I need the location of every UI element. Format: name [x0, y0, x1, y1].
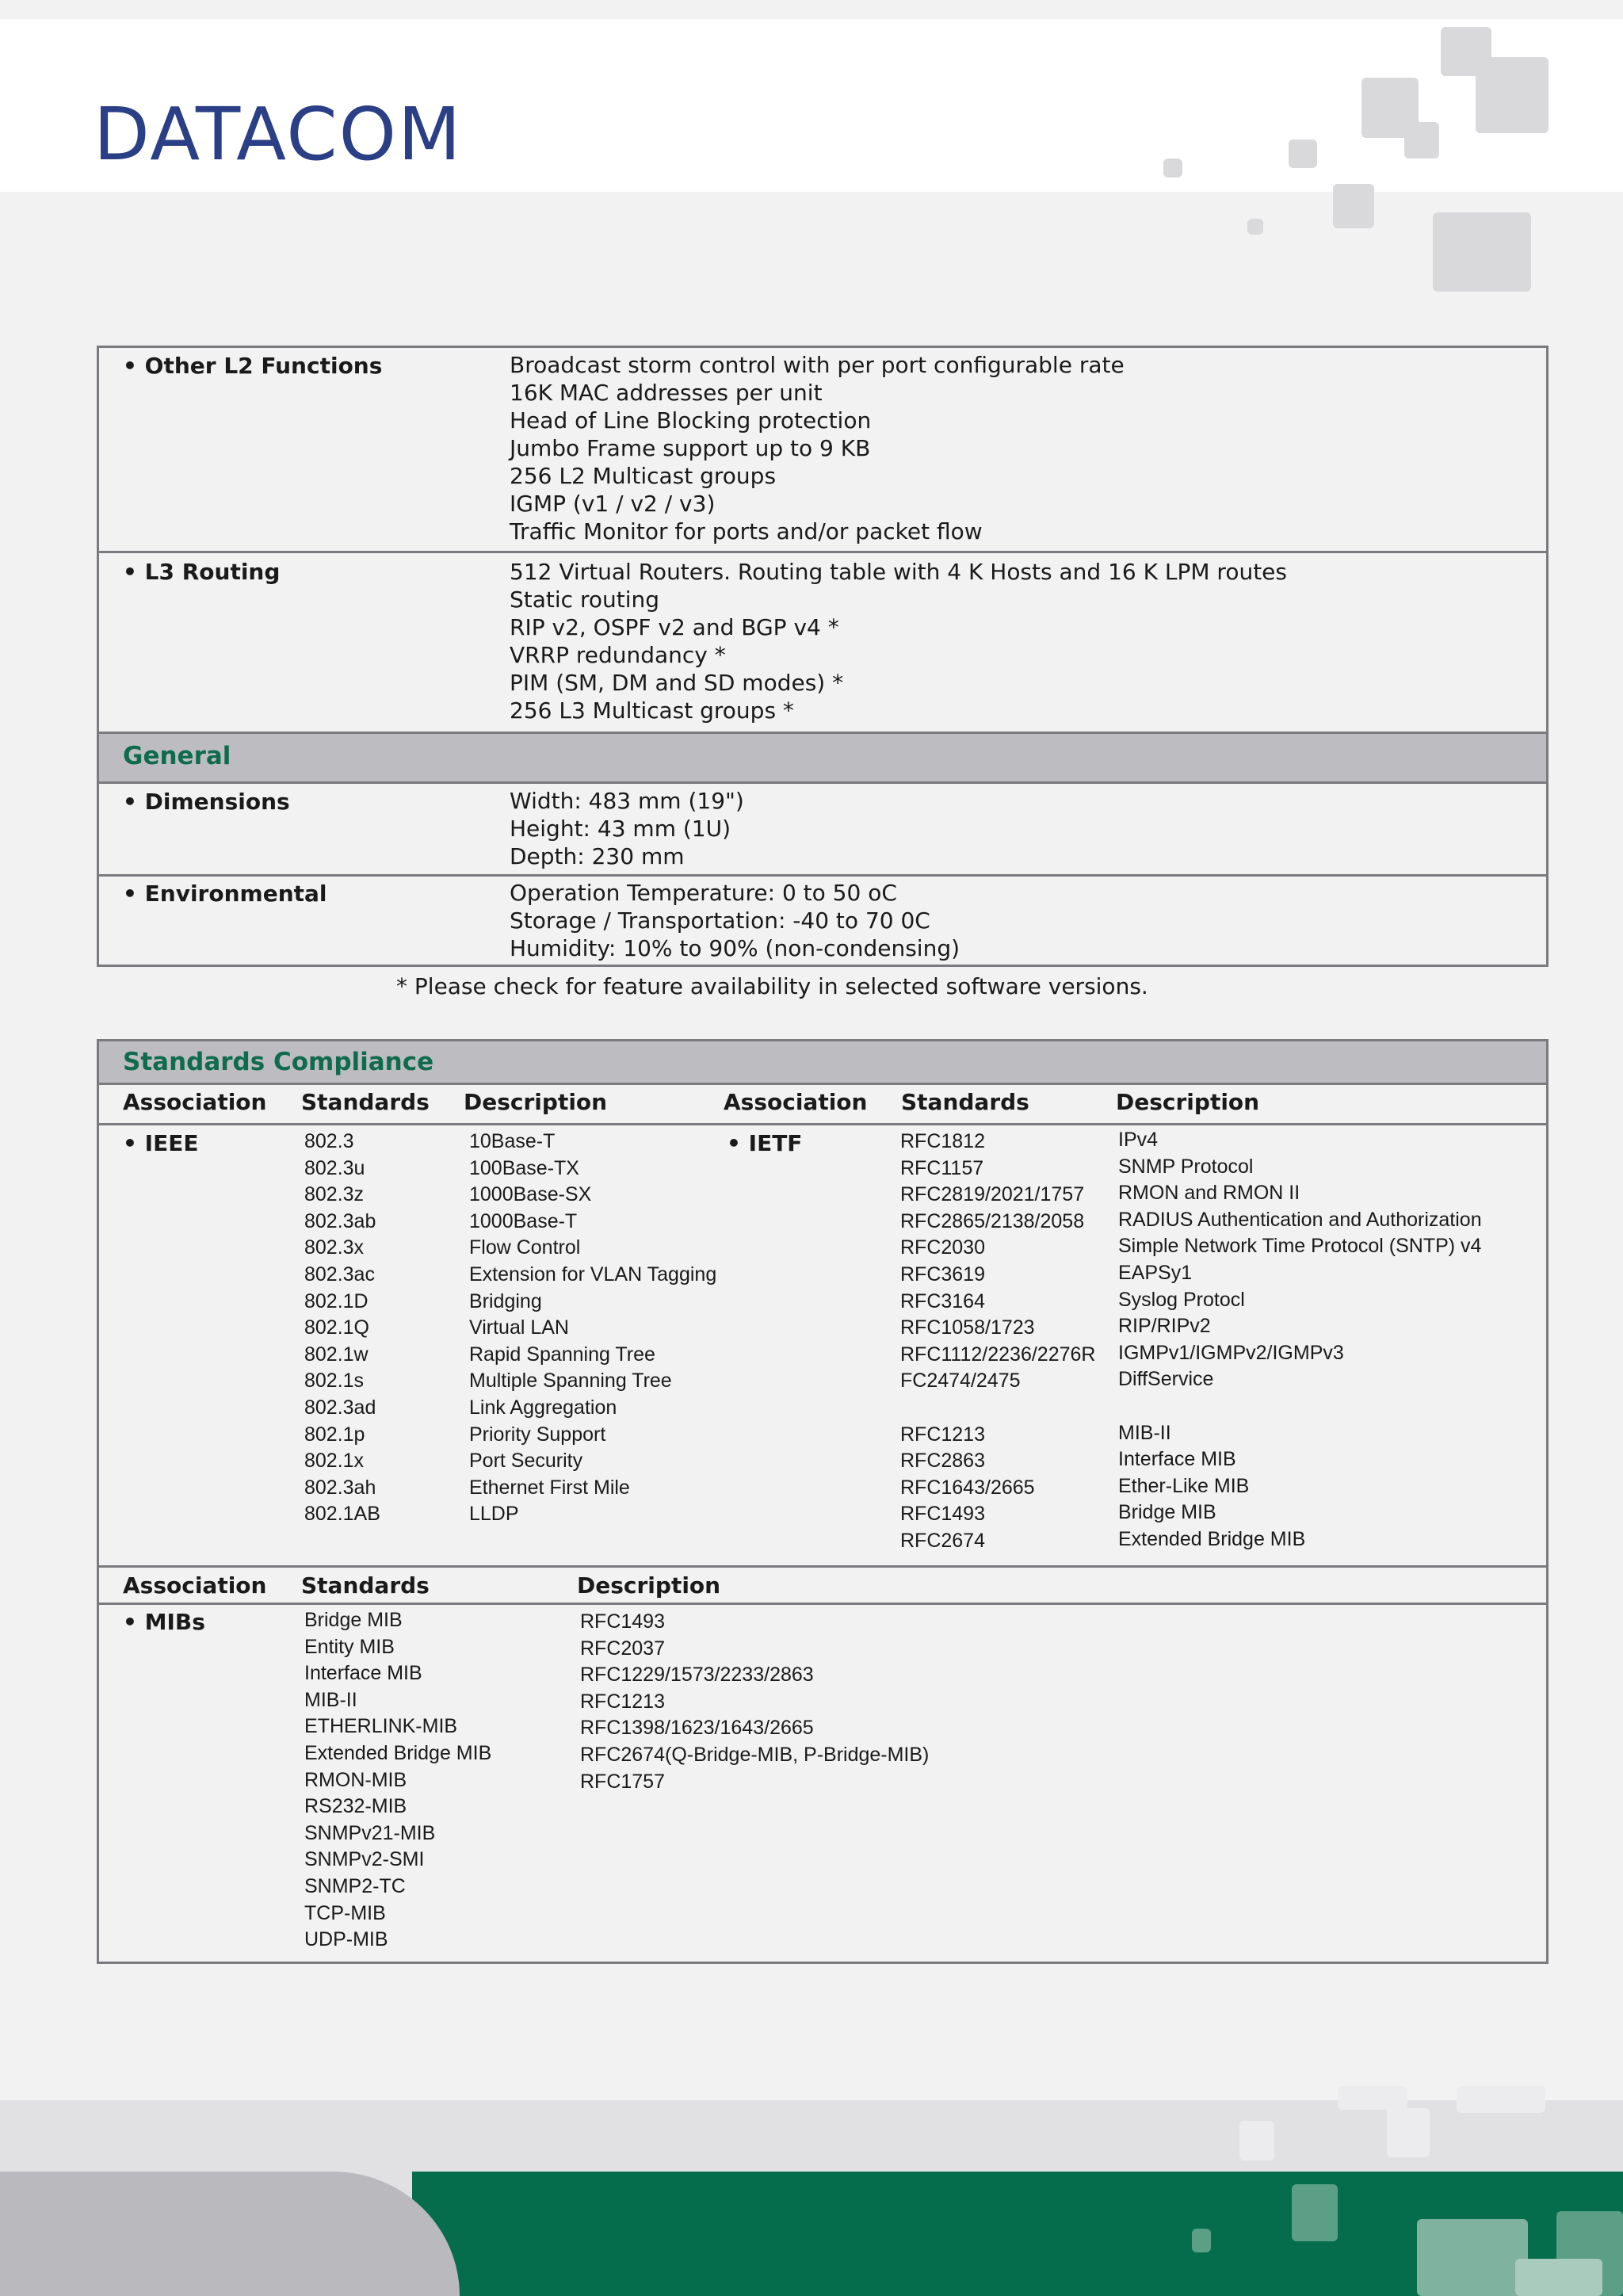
standard-item: RFC1643/2665	[900, 1476, 1035, 1499]
standard-item: RMON-MIB	[304, 1768, 407, 1791]
description-item: Syslog Protocl	[1118, 1288, 1245, 1311]
header-description: Description	[577, 1572, 721, 1599]
standard-item: FC2474/2475	[900, 1370, 1021, 1392]
standard-item: 802.3u	[304, 1156, 365, 1179]
spec-label: • L3 Routing	[123, 559, 281, 585]
description-item: 10Base-T	[469, 1130, 556, 1152]
mibs-standards	[304, 1607, 491, 1954]
spec-lines	[510, 879, 960, 962]
standard-item: RFC3619	[900, 1263, 985, 1286]
row-divider	[99, 1603, 1546, 1605]
spec-line: 256 L2 Multicast groups	[510, 463, 777, 489]
standard-item: RFC2674	[900, 1529, 985, 1552]
decor-square	[1163, 159, 1182, 178]
decor-square	[1333, 184, 1374, 228]
standard-item: 802.3ad	[304, 1396, 376, 1419]
standard-item: 802.1s	[304, 1370, 365, 1392]
standard-item: Extended Bridge MIB	[304, 1741, 492, 1764]
spec-line: Head of Line Blocking protection	[510, 407, 872, 434]
row-divider	[99, 781, 1546, 784]
standard-item: MIB-II	[304, 1688, 357, 1711]
description-item: 1000Base-SX	[469, 1183, 592, 1206]
description-item: Interface MIB	[1118, 1448, 1236, 1471]
description-item: Virtual LAN	[469, 1316, 569, 1339]
standard-item: RFC1812	[900, 1130, 985, 1152]
decor-square	[1476, 57, 1549, 133]
spec-line: 16K MAC addresses per unit	[510, 380, 823, 406]
spec-line: Broadcast storm control with per port configurable rate	[510, 352, 1125, 378]
decor-square	[1417, 2219, 1528, 2296]
ietf-standards	[900, 1129, 1095, 1555]
row-divider	[99, 874, 1546, 877]
spec-line: Operation Temperature: 0 to 50 oC	[510, 880, 897, 906]
header-association: Association	[724, 1089, 868, 1115]
standard-item: SNMPv21-MIB	[304, 1821, 436, 1844]
spec-line: RIP v2, OSPF v2 and BGP v4 *	[510, 614, 839, 640]
header-association: Association	[123, 1089, 267, 1115]
section-bar-general	[99, 734, 1546, 781]
description-item: RFC1757	[580, 1770, 665, 1793]
spec-lines	[510, 351, 1125, 545]
standard-item	[900, 1395, 1095, 1422]
ieee-association: • IEEE	[123, 1130, 199, 1156]
standard-item: RFC3164	[900, 1289, 985, 1312]
standard-item: Bridge MIB	[304, 1609, 403, 1631]
spec-line: Depth: 230 mm	[510, 843, 685, 869]
standard-item: 802.1w	[304, 1343, 369, 1366]
description-item: Ethernet First Mile	[469, 1476, 630, 1499]
standard-item: 802.1x	[304, 1450, 365, 1473]
standard-item: ETHERLINK-MIB	[304, 1715, 458, 1738]
description-item: Flow Control	[469, 1236, 581, 1259]
description-item: Bridge MIB	[1118, 1501, 1216, 1524]
standard-item: 802.3ah	[304, 1476, 376, 1499]
header-description: Description	[464, 1089, 608, 1115]
description-item: Extended Bridge MIB	[1118, 1527, 1306, 1550]
description-item: 1000Base-T	[469, 1209, 578, 1232]
standard-item: RFC1112/2236/2276R	[900, 1343, 1096, 1366]
header-association: Association	[123, 1572, 267, 1599]
datacom-logo: DATACOM	[94, 92, 463, 177]
standard-item: 802.3x	[304, 1236, 365, 1259]
decor-square	[1292, 2184, 1338, 2241]
standard-item: UDP-MIB	[304, 1928, 388, 1951]
description-item: SNMP Protocol	[1118, 1155, 1254, 1178]
header-standards: Standards	[901, 1089, 1029, 1115]
description-item: RFC1398/1623/1643/2665	[580, 1717, 814, 1740]
description-item: RADIUS Authentication and Authorization	[1118, 1208, 1482, 1231]
description-item: RFC1493	[580, 1610, 665, 1633]
footnote: * Please check for feature availability in selected software versions.	[396, 973, 1148, 999]
standard-item: TCP-MIB	[304, 1901, 386, 1924]
standard-item: SNMPv2-SMI	[304, 1848, 425, 1871]
description-item: Ether-Like MIB	[1118, 1474, 1250, 1497]
spec-label: • Other L2 Functions	[123, 353, 383, 379]
description-item: RFC1229/1573/2233/2863	[580, 1664, 814, 1687]
standard-item: 802.3	[304, 1130, 354, 1152]
description-item: EAPSy1	[1118, 1261, 1193, 1284]
row-divider	[99, 1083, 1546, 1085]
standard-item: SNMP2-TC	[304, 1874, 406, 1897]
footer-gray-curve	[0, 2172, 460, 2296]
mibs-descriptions	[580, 1609, 929, 1795]
standard-item: 802.3ac	[304, 1263, 375, 1286]
row-divider	[99, 1565, 1546, 1568]
spec-line: Storage / Transportation: -40 to 70 0C	[510, 907, 930, 934]
standard-item: Entity MIB	[304, 1635, 395, 1658]
standard-item: 802.1D	[304, 1289, 369, 1312]
standard-item: RFC1213	[900, 1423, 985, 1446]
standard-item: Interface MIB	[304, 1662, 422, 1685]
decor-square	[1289, 139, 1317, 168]
decor-square	[1515, 2259, 1602, 2296]
standard-item: 802.1p	[304, 1423, 365, 1446]
spec-label: • Dimensions	[123, 789, 290, 815]
spec-line: VRRP redundancy *	[510, 642, 726, 668]
description-item	[1118, 1393, 1482, 1420]
standard-item: RFC2030	[900, 1236, 985, 1259]
decor-square	[1239, 2121, 1274, 2160]
decor-square	[1387, 2108, 1430, 2157]
description-item: Simple Network Time Protocol (SNTP) v4	[1118, 1235, 1482, 1258]
description-item: Priority Support	[469, 1423, 606, 1446]
standard-item: RFC2819/2021/1757	[900, 1183, 1085, 1206]
standard-item: RFC1493	[900, 1503, 985, 1526]
description-item: IGMPv1/IGMPv2/IGMPv3	[1118, 1341, 1344, 1364]
description-item: Rapid Spanning Tree	[469, 1343, 655, 1366]
spec-line: Height: 43 mm (1U)	[510, 816, 731, 842]
description-item: Extension for VLAN Tagging	[469, 1263, 717, 1286]
description-item: LLDP	[469, 1503, 519, 1526]
description-item: RFC1213	[580, 1690, 665, 1713]
header-standards: Standards	[301, 1572, 430, 1599]
decor-square	[1433, 212, 1531, 292]
decor-square	[1338, 2086, 1407, 2110]
section-title: Standards Compliance	[123, 1048, 434, 1076]
spec-lines	[510, 558, 1287, 724]
section-title: General	[123, 742, 231, 770]
decor-square	[1247, 219, 1263, 235]
description-item: Port Security	[469, 1450, 583, 1473]
description-item: RFC2037	[580, 1637, 665, 1660]
description-item: Multiple Spanning Tree	[469, 1370, 672, 1392]
standard-item: 802.1Q	[304, 1316, 370, 1339]
description-item: Bridging	[469, 1289, 542, 1312]
description-item: RFC2674(Q-Bridge-MIB, P-Bridge-MIB)	[580, 1743, 930, 1766]
description-item: RIP/RIPv2	[1118, 1315, 1211, 1338]
description-item: 100Base-TX	[469, 1156, 579, 1179]
spec-line: Traffic Monitor for ports and/or packet flow	[510, 518, 983, 544]
description-item: IPv4	[1118, 1129, 1159, 1151]
decor-square	[1192, 2229, 1211, 2252]
standard-item: RFC2865/2138/2058	[900, 1209, 1085, 1232]
standard-item: 802.1AB	[304, 1503, 380, 1526]
standards-table	[97, 1039, 1549, 1964]
description-item: DiffService	[1118, 1368, 1214, 1391]
ieee-standards	[304, 1129, 380, 1528]
spec-line: Humidity: 10% to 90% (non-condensing)	[510, 935, 960, 961]
standard-item: 802.3z	[304, 1183, 365, 1206]
description-item: MIB-II	[1118, 1421, 1171, 1444]
ietf-descriptions	[1118, 1127, 1482, 1553]
row-divider	[99, 1123, 1546, 1125]
standard-item: RS232-MIB	[304, 1795, 407, 1818]
ietf-association: • IETF	[727, 1130, 803, 1156]
decor-square	[1457, 2086, 1545, 2113]
spec-lines	[510, 787, 744, 870]
spec-line: Width: 483 mm (19")	[510, 788, 744, 814]
decor-square	[1404, 122, 1439, 159]
standard-item: RFC1157	[900, 1156, 984, 1179]
ieee-descriptions	[469, 1129, 716, 1528]
spec-line: IGMP (v1 / v2 / v3)	[510, 491, 716, 517]
header-standards: Standards	[301, 1089, 430, 1115]
standard-item: RFC1058/1723	[900, 1316, 1035, 1339]
spec-line: 512 Virtual Routers. Routing table with 4 K Hosts and 16 K LPM routes	[510, 559, 1287, 585]
spec-line: Jumbo Frame support up to 9 KB	[510, 435, 871, 461]
spec-label: • Environmental	[123, 881, 327, 907]
description-item: Link Aggregation	[469, 1396, 617, 1419]
section-bar-standards	[99, 1041, 1546, 1083]
row-divider	[99, 551, 1546, 553]
standard-item: RFC2863	[900, 1450, 985, 1473]
spec-line: PIM (SM, DM and SD modes) *	[510, 670, 844, 696]
spec-line: 256 L3 Multicast groups *	[510, 697, 794, 724]
spec-table	[97, 346, 1549, 967]
description-item: RMON and RMON II	[1118, 1182, 1300, 1205]
standard-item: 802.3ab	[304, 1209, 376, 1232]
header-description: Description	[1116, 1089, 1260, 1115]
spec-line: Static routing	[510, 586, 660, 613]
mibs-association: • MIBs	[123, 1609, 205, 1635]
